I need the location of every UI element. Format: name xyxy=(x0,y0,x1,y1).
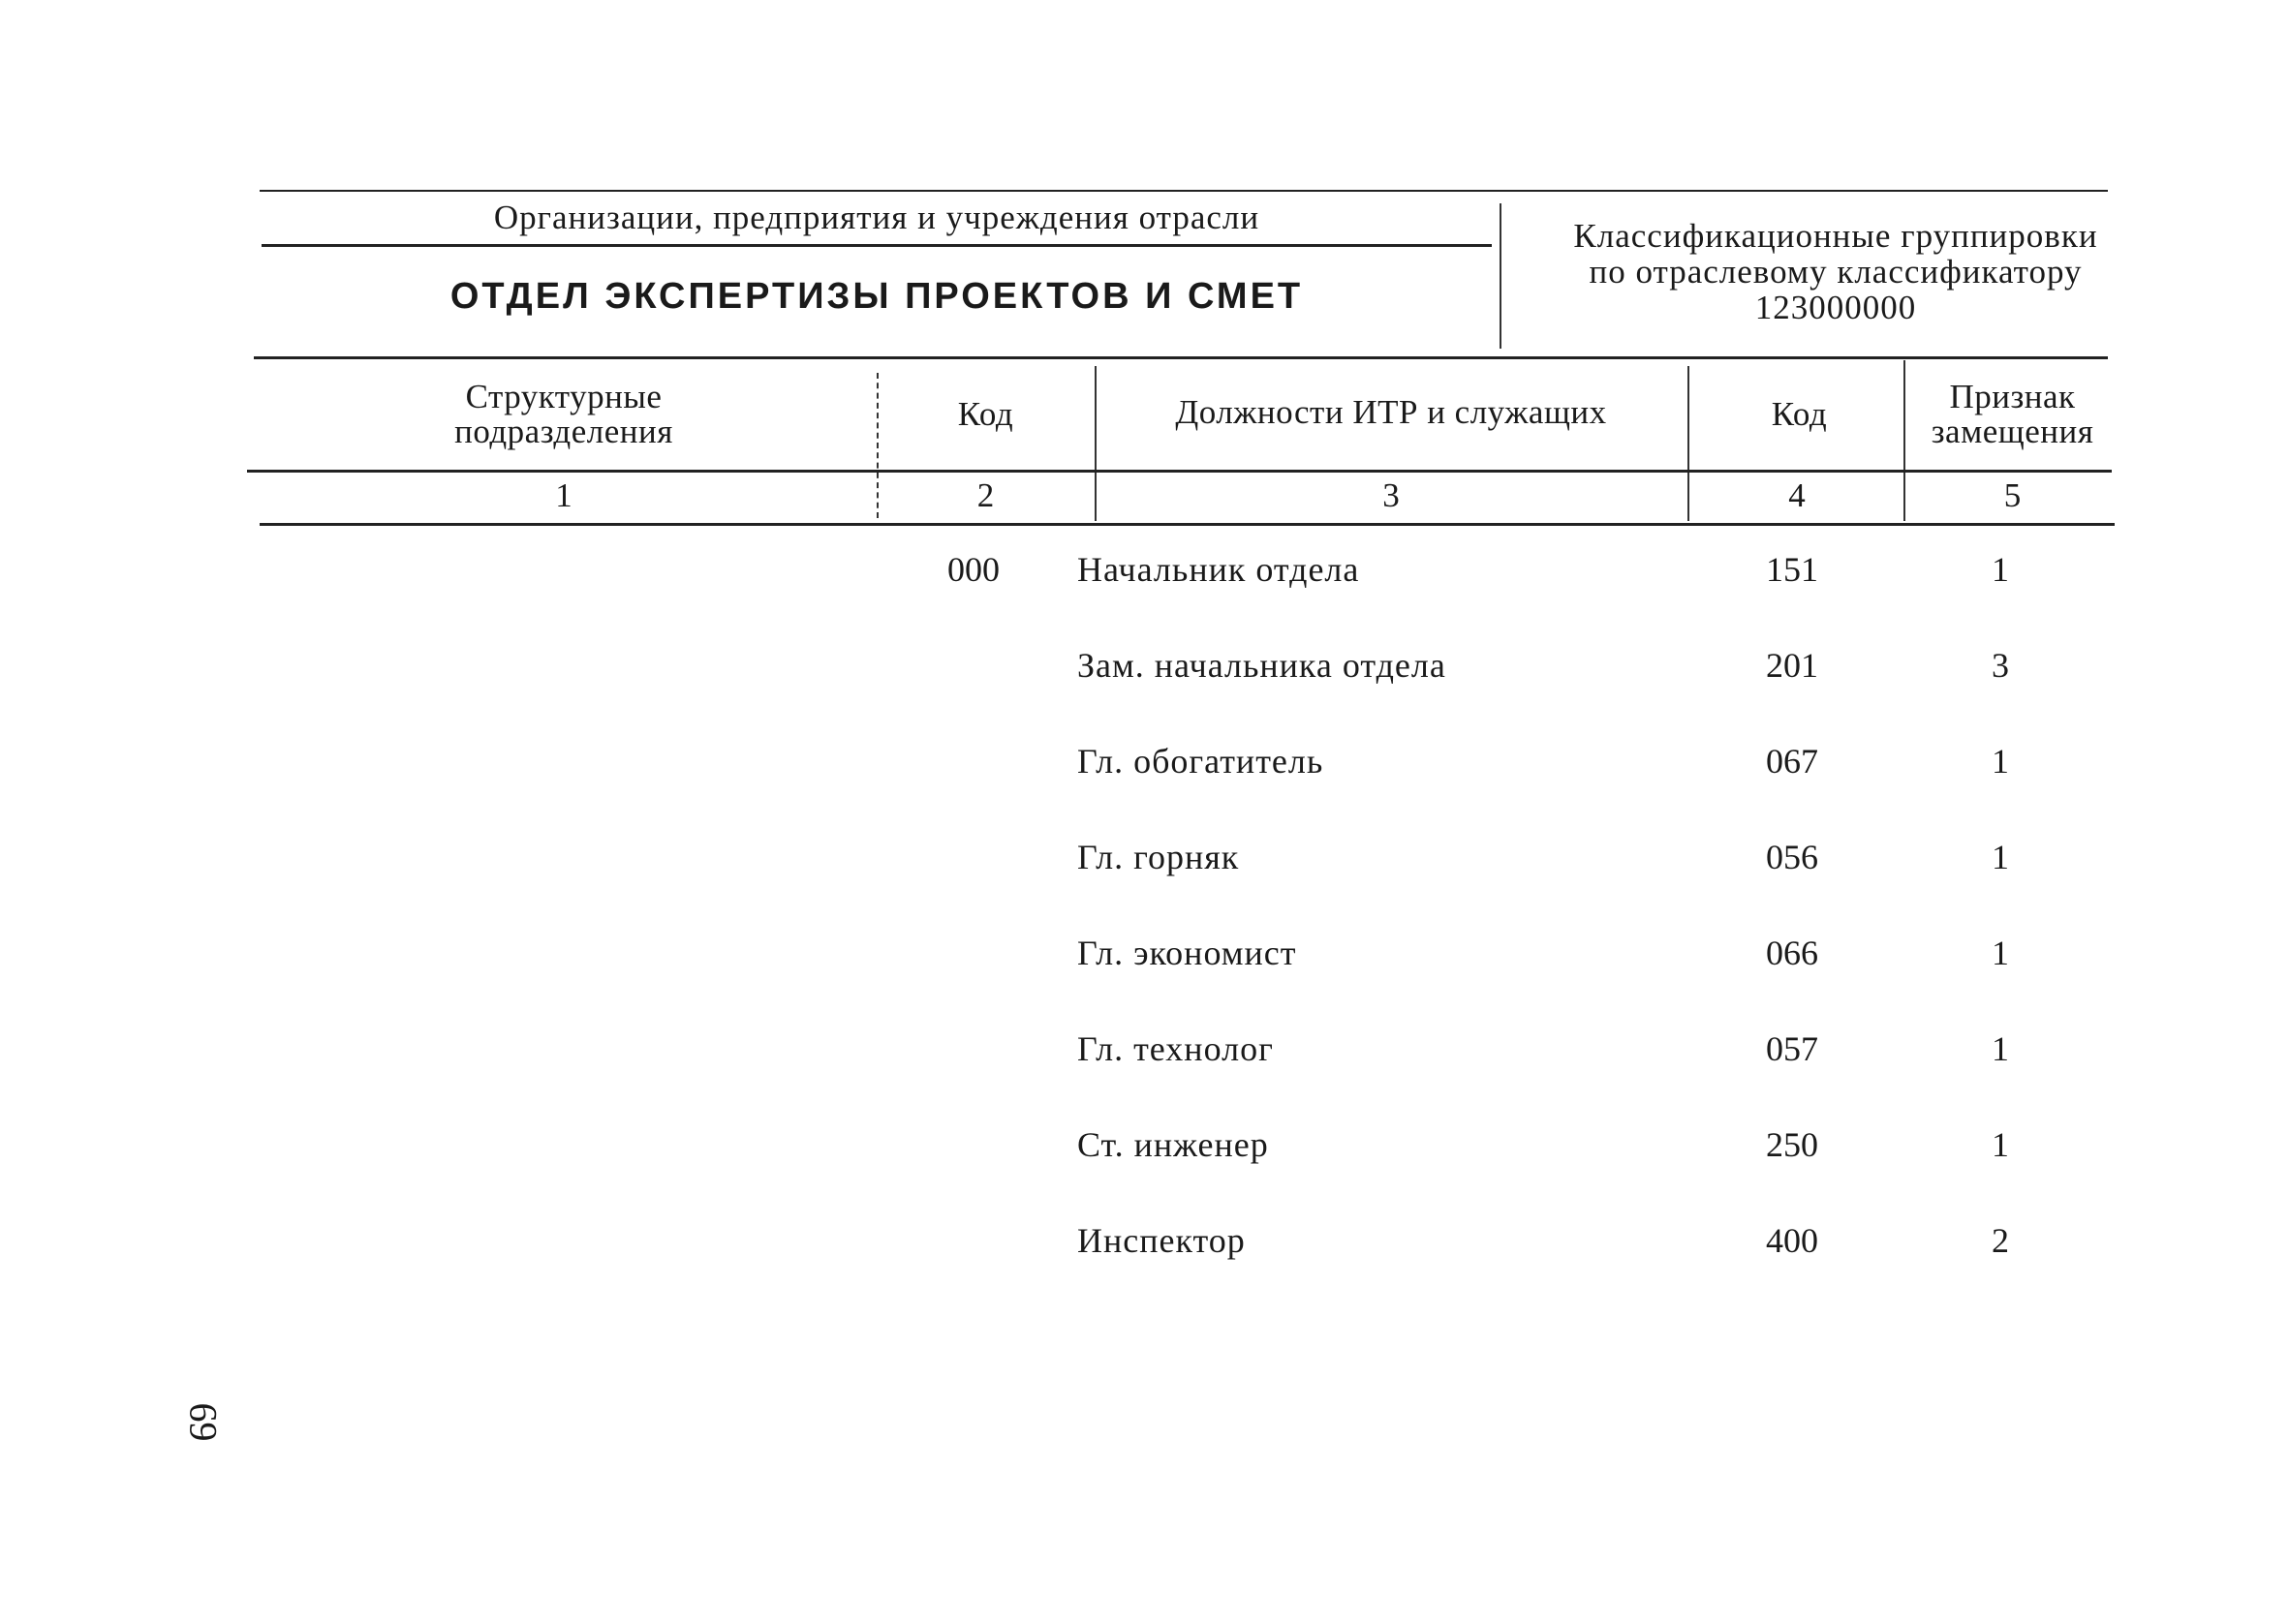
column-header-dept-code: Код xyxy=(957,395,1014,433)
replacement-flag: 1 xyxy=(1992,550,2009,589)
position-name: Начальник отдела xyxy=(1077,550,1360,589)
position-code: 400 xyxy=(1766,1221,1818,1260)
column-number-2: 2 xyxy=(976,476,995,514)
header-divider xyxy=(1500,203,1501,349)
classification-code: 123000000 xyxy=(1754,289,1917,326)
table-row xyxy=(0,741,2289,799)
table-row xyxy=(0,1124,2289,1182)
column-header-1-line-2: подразделения xyxy=(454,413,673,450)
replacement-flag: 1 xyxy=(1992,1125,2009,1164)
replacement-flag: 1 xyxy=(1992,934,2009,972)
column-header-positions: Должности ИТР и служащих xyxy=(1175,393,1607,431)
position-code: 066 xyxy=(1766,934,1818,972)
replacement-flag: 1 xyxy=(1992,1029,2009,1068)
column-header-5-line-1: Признак xyxy=(1949,378,2076,415)
table-row xyxy=(0,645,2289,703)
position-name: Гл. обогатитель xyxy=(1077,742,1324,781)
position-code: 067 xyxy=(1766,742,1818,781)
position-code: 151 xyxy=(1766,550,1818,589)
column-header-structural-units xyxy=(254,380,874,449)
department-code: 000 xyxy=(947,550,1000,589)
page-number: 69 xyxy=(181,1402,226,1442)
position-code: 201 xyxy=(1766,646,1818,685)
replacement-flag: 2 xyxy=(1992,1221,2009,1260)
top-rule xyxy=(260,190,2108,192)
table-top-rule xyxy=(254,356,2108,359)
position-name: Ст. инженер xyxy=(1077,1125,1269,1164)
position-name: Гл. горняк xyxy=(1077,838,1240,876)
column-number-5: 5 xyxy=(2003,476,2022,514)
classification-block xyxy=(1526,218,2146,325)
department-title: ОТДЕЛ ЭКСПЕРТИЗЫ ПРОЕКТОВ И СМЕТ xyxy=(449,276,1304,317)
position-name: Инспектор xyxy=(1077,1221,1246,1260)
column-header-1-line-1: Структурные xyxy=(465,378,663,415)
column-number-1: 1 xyxy=(555,476,572,514)
position-name: Зам. начальника отдела xyxy=(1077,646,1446,685)
position-code: 057 xyxy=(1766,1029,1818,1068)
position-name: Гл. экономист xyxy=(1077,934,1297,972)
replacement-flag: 1 xyxy=(1992,838,2009,876)
position-code: 056 xyxy=(1766,838,1818,876)
position-name: Гл. технолог xyxy=(1077,1029,1274,1068)
caption-rule xyxy=(262,244,1492,247)
replacement-flag: 3 xyxy=(1992,646,2009,685)
table-row xyxy=(0,549,2289,607)
replacement-flag: 1 xyxy=(1992,742,2009,781)
column-number-4: 4 xyxy=(1788,476,1806,514)
column-header-5-line-2: замещения xyxy=(1931,413,2094,450)
numbers-bottom-rule xyxy=(260,523,2115,526)
table-row xyxy=(0,837,2289,895)
column-header-position-code: Код xyxy=(1771,395,1828,433)
table-row xyxy=(0,933,2289,991)
table-row xyxy=(0,1220,2289,1278)
header-bottom-rule xyxy=(247,470,2112,473)
classification-line-2: по отраслевому классификатору xyxy=(1589,253,2083,291)
classification-line-1: Классификационные группировки xyxy=(1573,217,2098,255)
column-number-3: 3 xyxy=(1382,476,1400,514)
column-header-replacement-flag xyxy=(1903,380,2121,449)
position-code: 250 xyxy=(1766,1125,1818,1164)
column-divider-3 xyxy=(1687,366,1689,521)
org-caption: Организации, предприятия и учреждения отрасли xyxy=(493,199,1260,236)
table-row xyxy=(0,1028,2289,1087)
